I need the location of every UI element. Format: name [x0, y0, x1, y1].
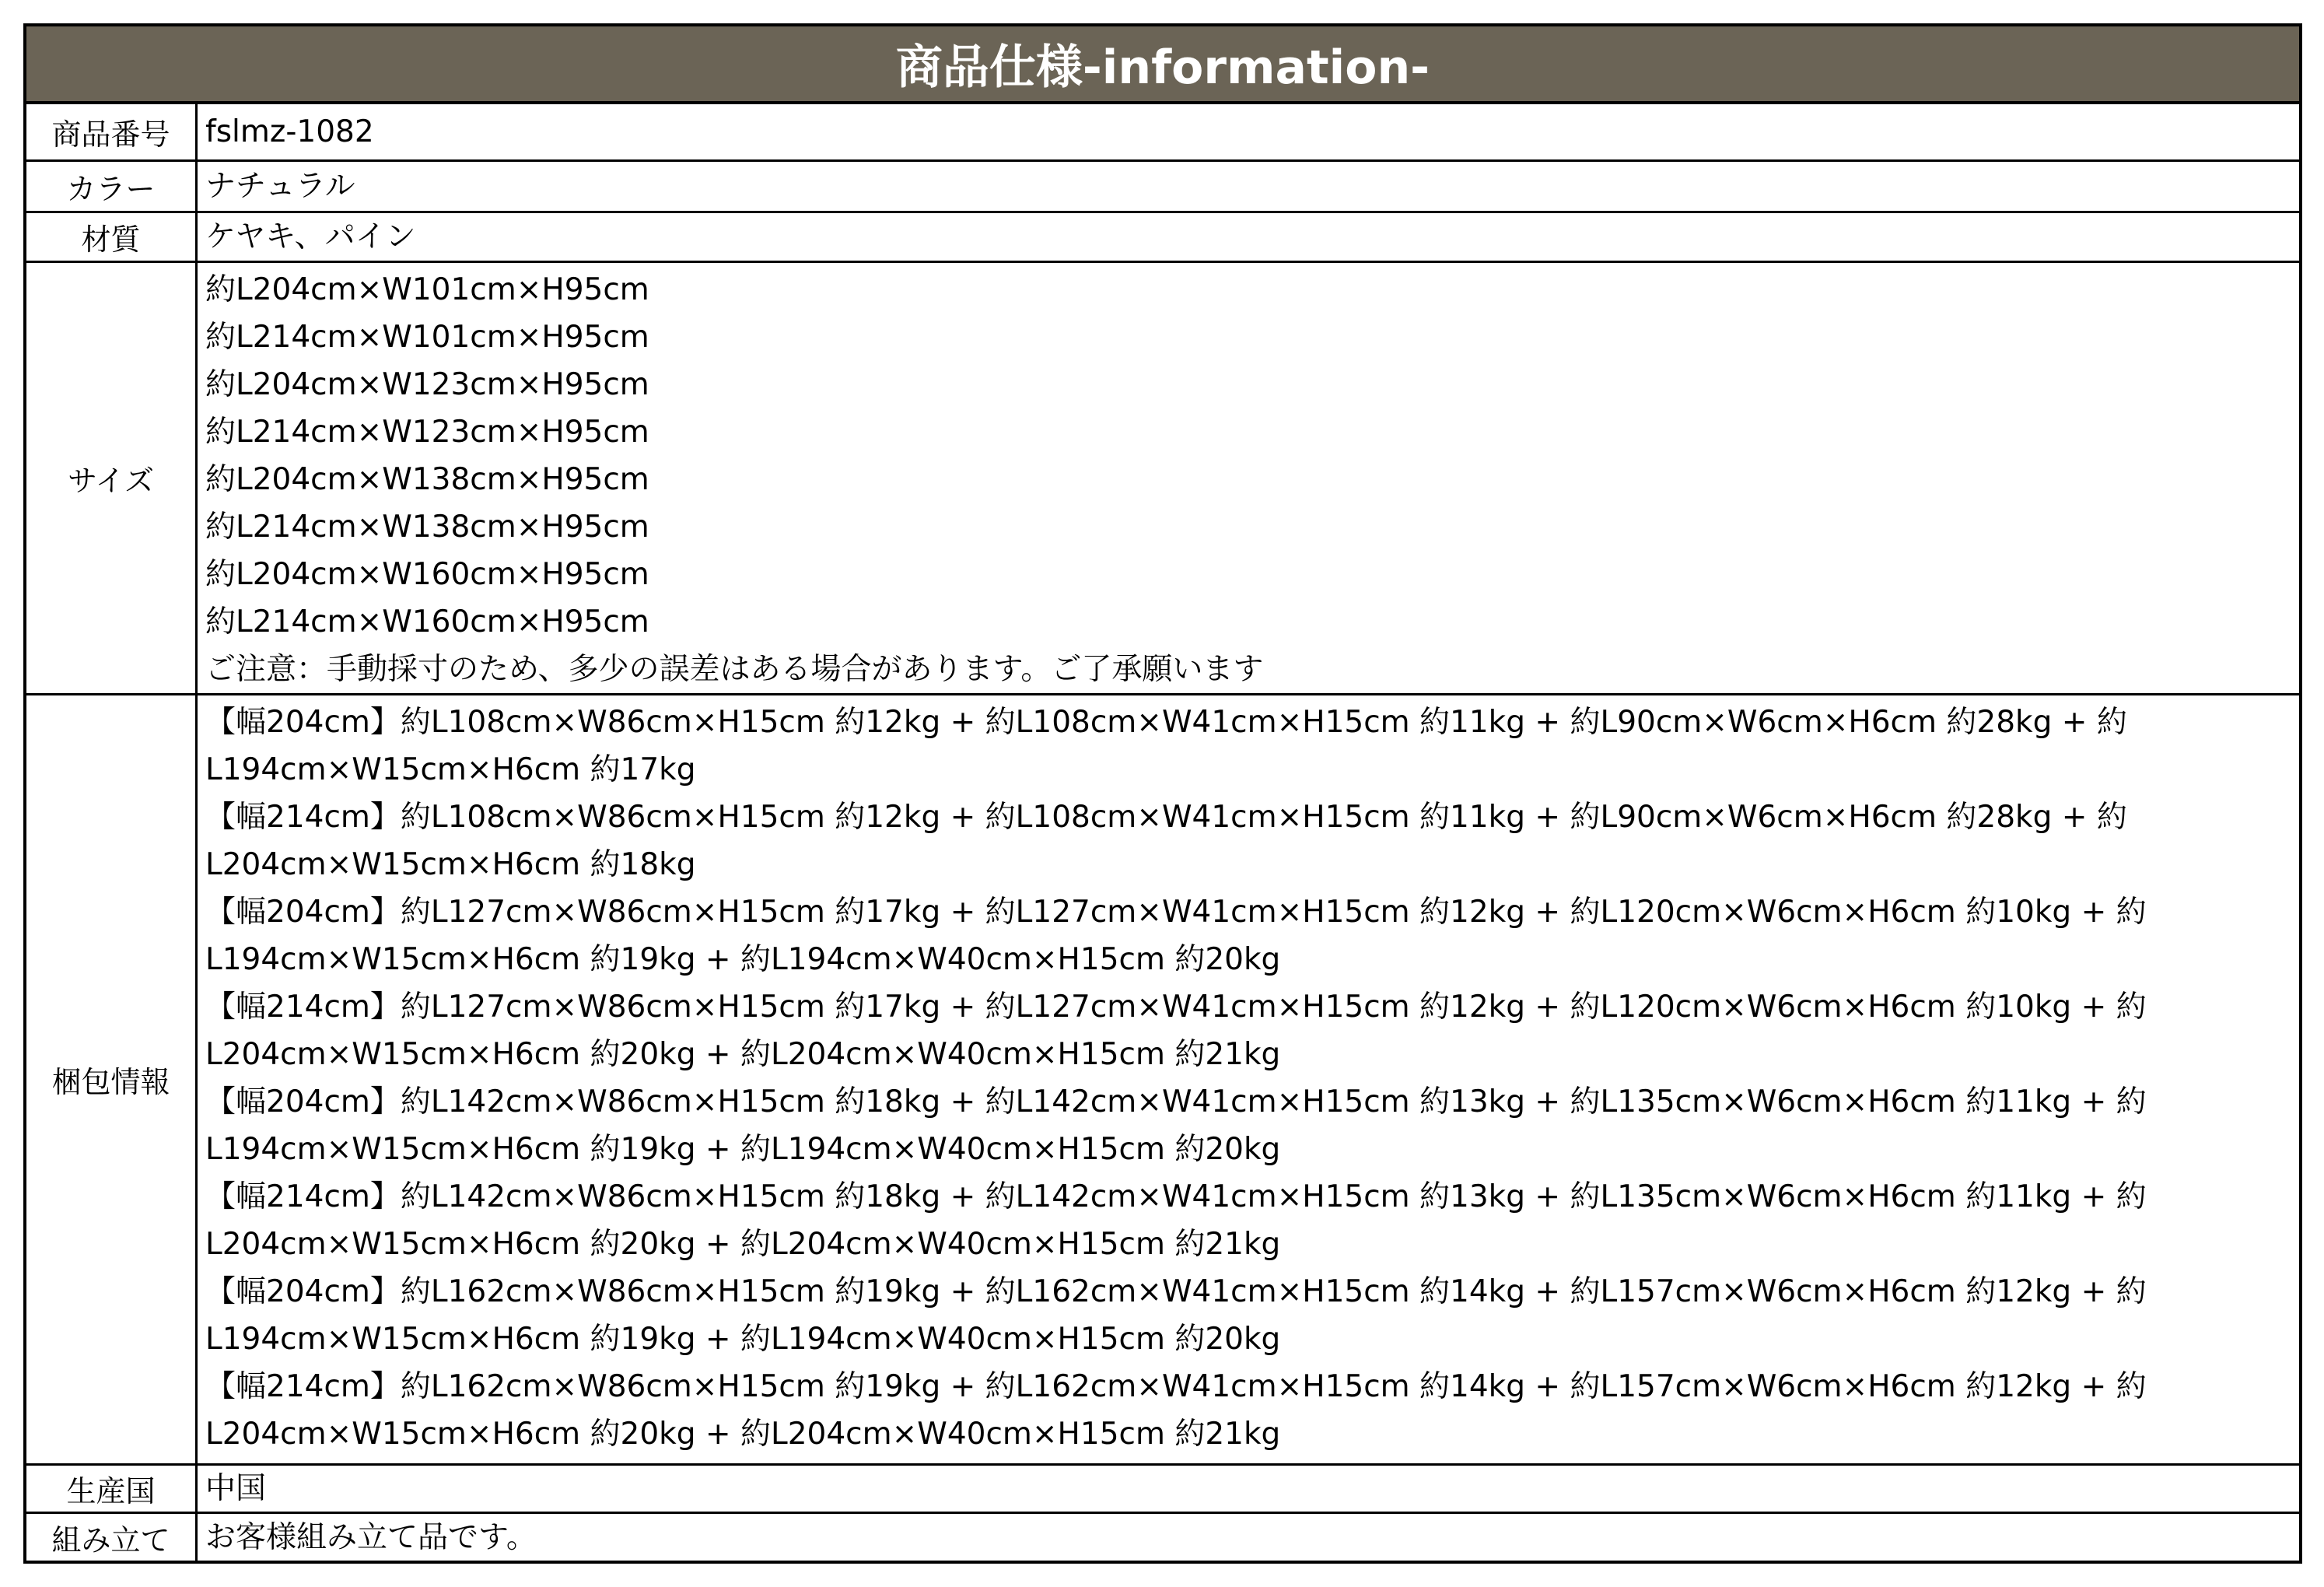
size-line: 約L204cm×W101cm×H95cm: [205, 272, 649, 307]
packaging-line: L204cm×W15cm×H6cm 約20kg + 約L204cm×W40cm×H15cm 約21kg: [205, 1227, 1281, 1262]
packaging-line: L204cm×W15cm×H6cm 約18kg: [205, 847, 696, 882]
size-list: [198, 263, 2299, 693]
row-size: [26, 263, 2299, 695]
packaging-line: 【幅204cm】約L162cm×W86cm×H15cm 約19kg + 約L162cm×W41cm×H15cm 約14kg + 約L157cm×W6cm×H6cm 約12kg + 約: [205, 1274, 2147, 1309]
packaging-line: L194cm×W15cm×H6cm 約19kg + 約L194cm×W40cm×H15cm 約20kg: [205, 1132, 1281, 1167]
size-line: 約L214cm×W101cm×H95cm: [205, 320, 649, 355]
size-line: 約L214cm×W138cm×H95cm: [205, 510, 649, 545]
row-label: 梱包情報: [26, 695, 198, 1463]
packaging-line: 【幅214cm】約L162cm×W86cm×H15cm 約19kg + 約L162cm×W41cm×H15cm 約14kg + 約L157cm×W6cm×H6cm 約12kg + 約: [205, 1369, 2147, 1404]
row-value: 中国: [205, 1471, 267, 1506]
size-line: 約L214cm×W160cm×H95cm: [205, 604, 649, 639]
packaging-line: 【幅204cm】約L108cm×W86cm×H15cm 約12kg + 約L108cm×W41cm×H15cm 約11kg + 約L90cm×W6cm×H6cm 約28kg + 約: [205, 705, 2127, 740]
row-assembly: [26, 1514, 2299, 1561]
row-label: カラー: [26, 162, 198, 211]
row-material: [26, 213, 2299, 263]
packaging-line: 【幅204cm】約L142cm×W86cm×H15cm 約18kg + 約L142cm×W41cm×H15cm 約13kg + 約L135cm×W6cm×H6cm 約11kg + 約: [205, 1084, 2147, 1119]
row-packaging: [26, 695, 2299, 1466]
row-label: 材質: [26, 213, 198, 261]
packaging-line: L194cm×W15cm×H6cm 約17kg: [205, 752, 696, 787]
row-label: サイズ: [26, 263, 198, 693]
packaging-line: L194cm×W15cm×H6cm 約19kg + 約L194cm×W40cm×H15cm 約20kg: [205, 942, 1281, 977]
row-value: fslmz-1082: [205, 114, 374, 149]
row-product-number: [26, 104, 2299, 162]
row-value: お客様組み立て品です。: [205, 1519, 537, 1555]
size-line: 約L204cm×W123cm×H95cm: [205, 367, 649, 402]
row-label: 組み立て: [26, 1514, 198, 1561]
packaging-line: L194cm×W15cm×H6cm 約19kg + 約L194cm×W40cm×H15cm 約20kg: [205, 1322, 1281, 1357]
spec-table: [23, 23, 2302, 1564]
packaging-line: L204cm×W15cm×H6cm 約20kg + 約L204cm×W40cm×H15cm 約21kg: [205, 1037, 1281, 1072]
row-label: 商品番号: [26, 104, 198, 159]
packaging-line: 【幅214cm】約L127cm×W86cm×H15cm 約17kg + 約L127cm×W41cm×H15cm 約12kg + 約L120cm×W6cm×H6cm 約10kg + 約: [205, 990, 2147, 1025]
row-value: ケヤキ、パイン: [205, 219, 416, 254]
size-note: ご注意：手動採寸のため、多少の誤差はある場合があります。ご了承願います: [205, 652, 1264, 687]
size-line: 約L204cm×W138cm×H95cm: [205, 462, 649, 497]
row-value: ナチュラル: [205, 169, 355, 204]
row-color: [26, 162, 2299, 213]
size-line: 約L204cm×W160cm×H95cm: [205, 557, 649, 592]
spec-title: 商品仕様-information-: [26, 26, 2299, 104]
row-label: 生産国: [26, 1466, 198, 1512]
packaging-line: 【幅214cm】約L108cm×W86cm×H15cm 約12kg + 約L108cm×W41cm×H15cm 約11kg + 約L90cm×W6cm×H6cm 約28kg + 約: [205, 800, 2127, 835]
size-line: 約L214cm×W123cm×H95cm: [205, 415, 649, 450]
row-origin: [26, 1466, 2299, 1514]
packaging-line: 【幅204cm】約L127cm×W86cm×H15cm 約17kg + 約L127cm×W41cm×H15cm 約12kg + 約L120cm×W6cm×H6cm 約10kg + 約: [205, 895, 2147, 930]
packaging-line: 【幅214cm】約L142cm×W86cm×H15cm 約18kg + 約L142cm×W41cm×H15cm 約13kg + 約L135cm×W6cm×H6cm 約11kg + 約: [205, 1179, 2147, 1214]
packaging-list: [198, 695, 2299, 1463]
packaging-line: L204cm×W15cm×H6cm 約20kg + 約L204cm×W40cm×H15cm 約21kg: [205, 1417, 1281, 1452]
